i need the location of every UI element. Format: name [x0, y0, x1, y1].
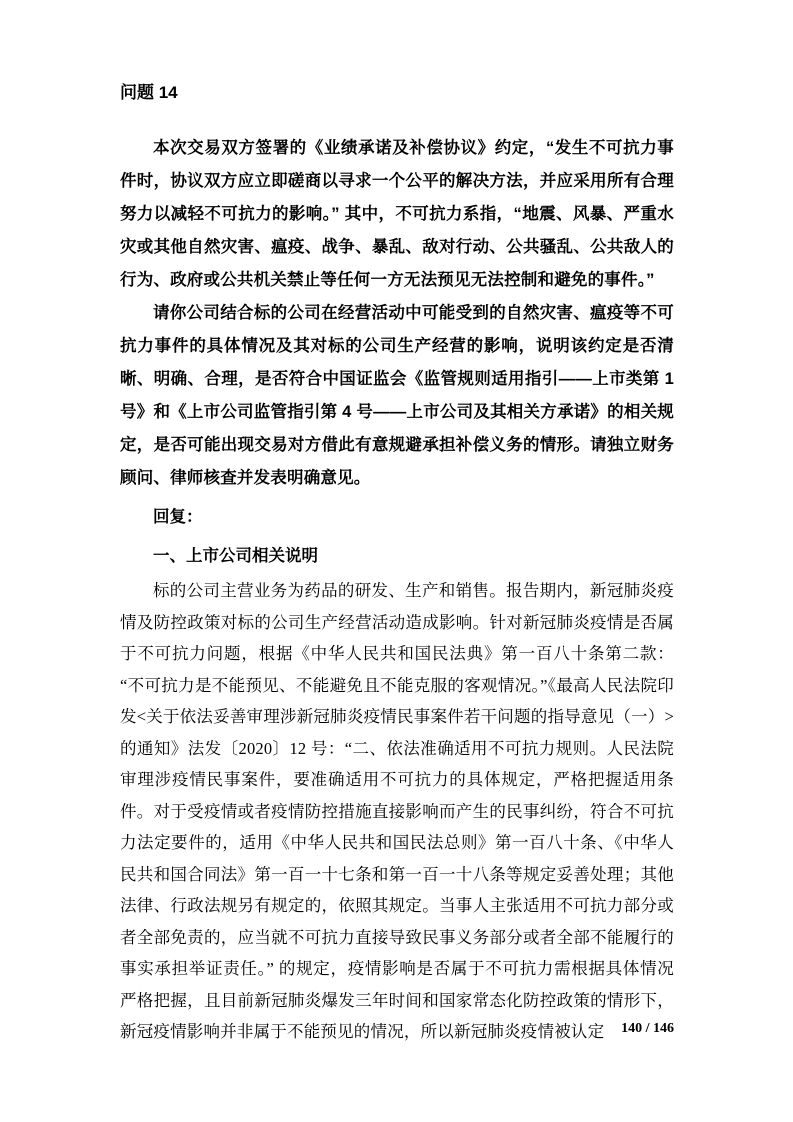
body-paragraph-1: 标的公司主营业务为药品的研发、生产和销售。报告期内，新冠肺炎疫情及防控政策对标的公司生产经营活动造成影响。针对新冠肺炎疫情是否属于不可抗力问题，根据《中华人民共和国民法典》第一百八十条第二款：“不可抗力是不能预见、不能避免且不能克服的客观情况。”《最高人民法院印发<关于依法妥善审理涉新冠肺炎疫情民事案件若干问题的指导意见（一）>的通知》法发〔2020〕12 号：“二、依法准确适用不可抗力规则。人民法院审理涉疫情民事案件，要准确适用不可抗力的具体规定，严格把握适用条件。对于受疫情或者疫情防控措施直接影响而产生的民事纠纷，符合不可抗力法定要件的，适用《中华人民共和国民法总则》第一百八十条、《中华人民共和国合同法》第一百一十七条和第一百一十八条等规定妥善处理；其他法律、行政法规另有规定的，依照其规定。当事人主张适用不可抗力部分或者全部免责的，应当就不可抗力直接导致民事义务部分或者全部不能履行的事实承担举证责任。” 的规定，疫情影响是否属于不可抗力需根据具体情况严格把握，且目前新冠肺炎爆发三年时间和国家常态化防控政策的情形下，新冠疫情影响并非属于不能预见的情况，所以新冠肺炎疫情被认定	[120, 581, 674, 1041]
question-paragraph-1: 本次交易双方签署的《业绩承诺及补偿协议》约定，“发生不可抗力事件时，协议双方应立即磋商以寻求一个公平的解决方法，并应采用所有合理努力以减轻不可抗力的影响。” 其中，不可抗力系指，“地震、风暴、严重水灾或其他自然灾害、瘟疫、战争、暴乱、敌对行动、公共骚乱、公共敌人的行为、政府或公共机关禁止等任何一方无法预见无法控制和避免的事件。”	[120, 139, 674, 289]
reply-label: 回复：	[153, 508, 203, 526]
question-paragraph-2: 请你公司结合标的公司在经营活动中可能受到的自然灾害、瘟疫等不可抗力事件的具体情况及其对标的公司生产经营的影响，说明该约定是否清晰、明确、合理，是否符合中国证监会《监管规则适用指引——上市类第 1 号》和《上市公司监管指引第 4 号——上市公司及其相关方承诺》的相关规定，是否可能出现交易对方借此有意规避承担补偿义务的情形。请独立财务顾问、律师核查并发表明确意见。	[120, 304, 674, 487]
section-heading-listed-company-notes: 一、上市公司相关说明	[153, 547, 318, 565]
question-number-heading: 问题 14	[120, 83, 178, 102]
page-number-indicator: 140 / 146	[621, 1021, 674, 1036]
